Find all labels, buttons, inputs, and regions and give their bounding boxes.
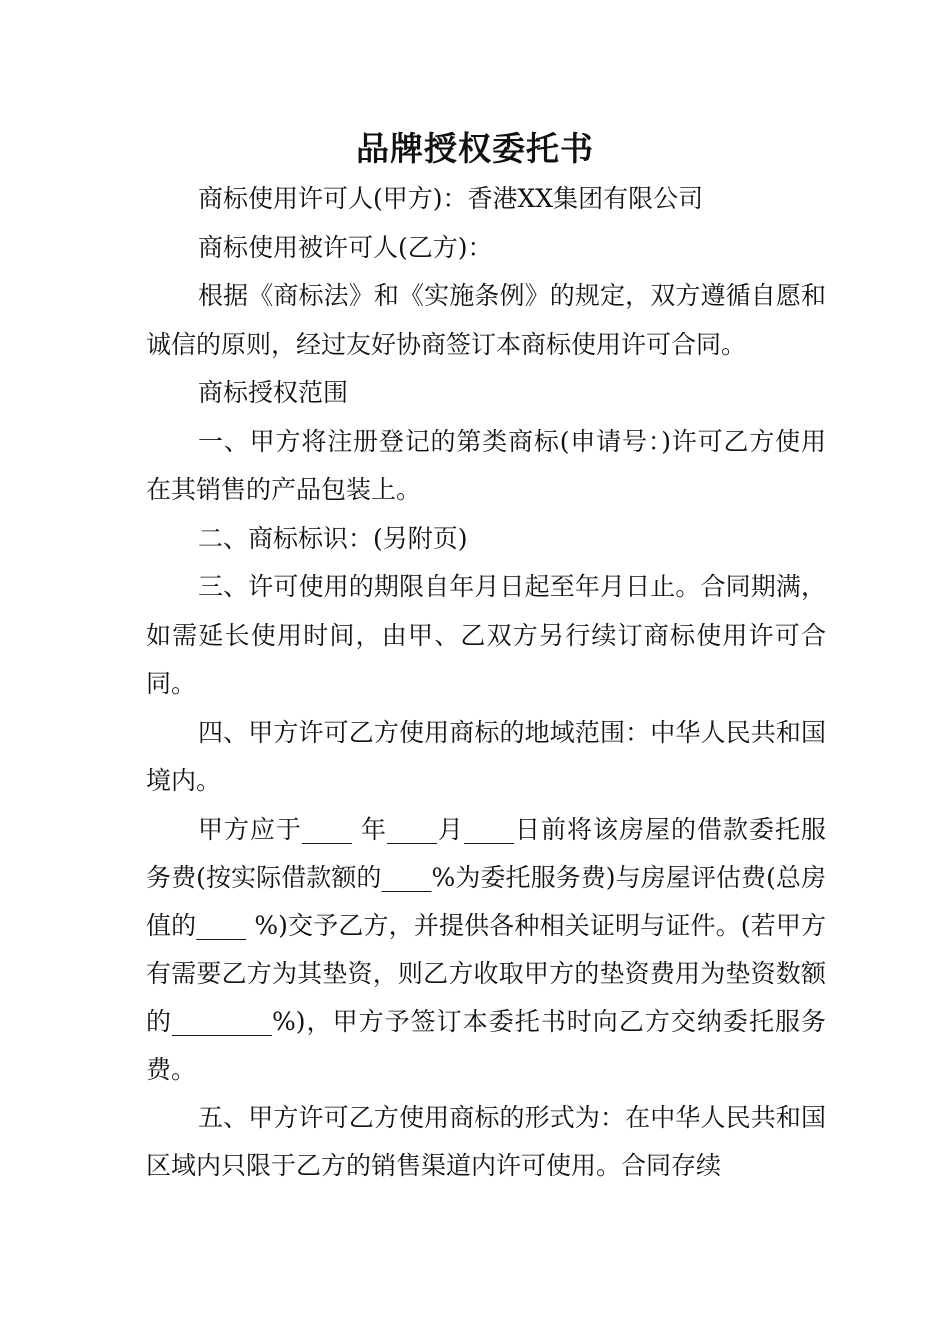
section-heading-scope: 商标授权范围 [198,378,349,407]
clause-four: 四、甲方许可乙方使用商标的地域范围：中华人民共和国境内。 [146,717,826,795]
clause-one: 一、甲方将注册登记的第类商标(申请号：)许可乙方使用在其销售的产品包装上。 [146,426,826,504]
paragraph-legal-basis: 根据《商标法》和《实施条例》的规定，双方遵循自愿和诚信的原则，经过友好协商签订本商标使用许可合同。 [146,281,826,359]
clause-three: 三、许可使用的期限自年月日起至年月日止。合同期满，如需延长使用时间，由甲、乙双方另行续订商标使用许可合同。 [146,572,826,698]
document-title: 品牌授权委托书 [356,129,594,168]
clause-five: 五、甲方许可乙方使用商标的形式为：在中华人民共和国区域内只限于乙方的销售渠道内许可使用。合同存续 [146,1102,826,1180]
paragraph-service-fee: 甲方应于____ 年____月____日前将该房屋的借款委托服务费(按实际借款额的____%为委托服务费)与房屋评估费(总房值的____ %)交予乙方，并提供各种相关证明与证件。(若甲方有需要乙方为其垫资，则乙方收取甲方的垫资费用为垫资数额的________%)，甲方予签订本委托书时向乙方交纳委托服务费。 [146,814,826,1084]
document-body [146,175,826,1191]
paragraph-licensee: 商标使用被许可人(乙方)： [198,232,493,262]
clause-two: 二、商标标识：(另附页) [198,523,468,553]
paragraph-licensor: 商标使用许可人(甲方)：香港XX集团有限公司 [198,184,704,213]
